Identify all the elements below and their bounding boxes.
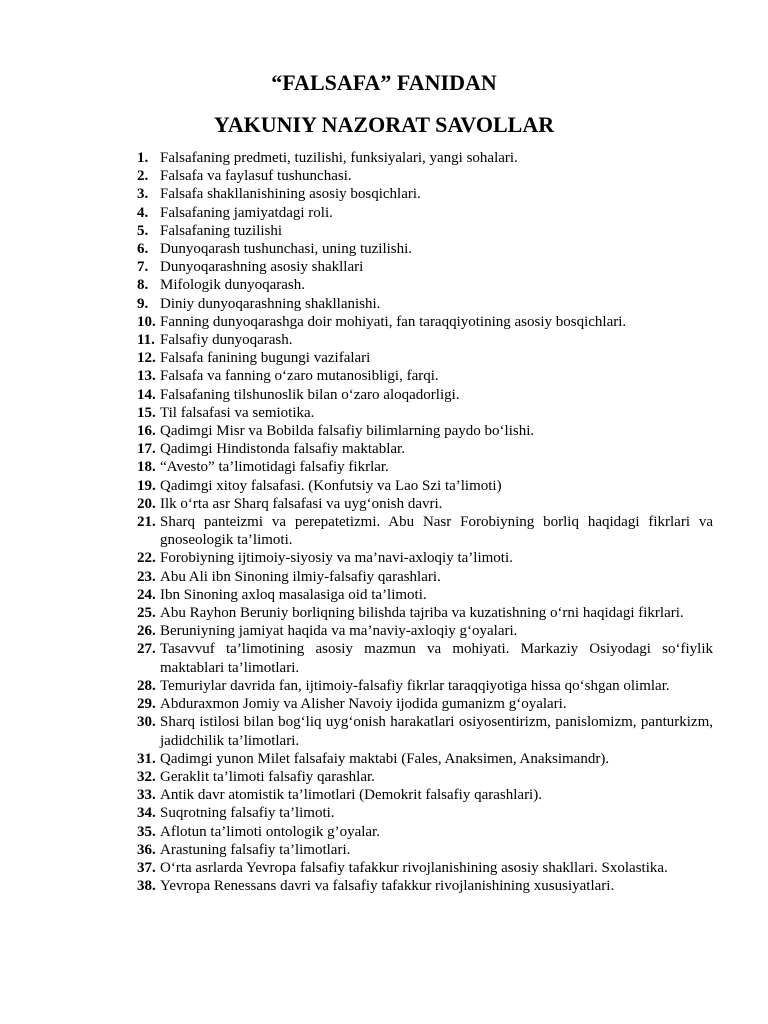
question-text: Aflotun ta’limoti ontologik g’oyalar.	[160, 823, 380, 840]
question-number: 25.	[137, 605, 156, 622]
question-number: 23.	[137, 568, 156, 585]
question-number: 6.	[137, 241, 149, 258]
question-number: 35.	[137, 823, 156, 840]
question-item	[137, 386, 713, 404]
question-item	[137, 185, 713, 203]
question-item	[137, 622, 713, 640]
question-number: 8.	[137, 277, 149, 294]
question-text: Abu Rayhon Beruniy borliqning bilishda tajriba va kuzatishning o‘rni haqidagi fikrlari.	[160, 605, 684, 622]
question-text: Mifologik dunyoqarash.	[160, 277, 305, 294]
question-text: Dunyoqarashning asosiy shakllari	[160, 259, 364, 276]
question-item	[137, 495, 713, 513]
question-text: Beruniyning jamiyat haqida va ma’naviy-axloqiy g‘oyalari.	[160, 623, 518, 640]
question-item	[137, 367, 713, 385]
document-title: “FALSAFA” FANIDAN	[271, 70, 497, 95]
question-number: 17.	[137, 441, 156, 458]
question-item	[137, 586, 713, 604]
question-text: Qadimgi yunon Milet falsafaiy maktabi (Fales, Anaksimen, Anaksimandr).	[160, 750, 610, 767]
question-number: 16.	[137, 423, 156, 440]
question-number: 26.	[137, 623, 156, 640]
question-text: Diniy dunyoqarashning shakllanishi.	[160, 295, 381, 312]
question-number: 9.	[137, 295, 149, 312]
question-text: Qadimgi xitoy falsafasi. (Konfutsiy va Lao Szi ta’limoti)	[160, 477, 502, 494]
question-item	[137, 568, 713, 586]
question-item	[137, 477, 713, 495]
question-text: “Avesto” ta’limotidagi falsafiy fikrlar.	[160, 459, 389, 476]
question-number: 7.	[137, 259, 149, 276]
question-item	[137, 823, 713, 841]
question-item	[137, 458, 713, 476]
question-item	[137, 240, 713, 258]
question-item	[137, 677, 713, 695]
question-number: 13.	[137, 368, 156, 385]
question-text: Abu Ali ibn Sinoning ilmiy-falsafiy qarashlari.	[160, 568, 441, 585]
question-item	[137, 695, 713, 713]
question-number: 3.	[137, 186, 149, 203]
question-item	[137, 804, 713, 822]
question-number: 29.	[137, 696, 156, 713]
question-text: Qadimgi Misr va Bobilda falsafiy bilimlarning paydo bo‘lishi.	[160, 423, 535, 440]
question-number: 38.	[137, 878, 156, 895]
question-number: 37.	[137, 859, 156, 876]
question-item	[137, 331, 713, 349]
question-number: 36.	[137, 841, 156, 858]
question-item	[137, 604, 713, 622]
question-item	[137, 276, 713, 294]
question-item	[137, 295, 713, 313]
question-number: 14.	[137, 386, 156, 403]
question-number: 12.	[137, 350, 156, 367]
question-text: Falsafaning predmeti, tuzilishi, funksiyalari, yangi sohalari.	[160, 150, 518, 166]
question-text: Suqrotning falsafiy ta’limoti.	[160, 805, 335, 822]
document-subtitle: YAKUNIY NAZORAT SAVOLLAR	[213, 112, 555, 137]
question-number: 1.	[137, 150, 149, 166]
question-number: 11.	[137, 332, 155, 349]
question-item	[137, 167, 713, 185]
question-number: 21.	[137, 514, 156, 531]
question-text: Arastuning falsafiy ta’limotlari.	[160, 841, 351, 858]
question-number: 32.	[137, 768, 156, 785]
question-text: Til falsafasi va semiotika.	[160, 404, 315, 421]
question-item	[137, 422, 713, 440]
question-number: 28.	[137, 677, 156, 694]
question-item	[137, 859, 713, 877]
question-item	[137, 841, 713, 859]
question-text: Sharq panteizmi va perepatetizmi. Abu Nasr Forobiyning borliq haqidagi fikrlari va gnoseologik ta’limoti.	[160, 514, 713, 549]
question-text: Falsafa va faylasuf tushunchasi.	[160, 168, 352, 185]
question-item	[137, 513, 713, 549]
question-item	[137, 549, 713, 567]
question-text: Falsafiy dunyoqarash.	[160, 332, 293, 349]
question-item	[137, 204, 713, 222]
question-number: 20.	[137, 495, 156, 512]
question-number: 2.	[137, 168, 149, 185]
question-item	[137, 404, 713, 422]
question-number: 22.	[137, 550, 156, 567]
question-text: Fanning dunyoqarashga doir mohiyati, fan taraqqiyotining asosiy bosqichlari.	[160, 313, 627, 330]
question-text: Qadimgi Hindistonda falsafiy maktablar.	[160, 441, 405, 458]
question-number: 30.	[137, 714, 156, 731]
questions-list	[137, 149, 713, 895]
question-item	[137, 313, 713, 331]
question-text: Falsafaning tilshunoslik bilan o‘zaro aloqadorligi.	[160, 386, 460, 403]
question-text: Dunyoqarash tushunchasi, uning tuzilishi.	[160, 241, 413, 258]
question-text: Forobiyning ijtimoiy-siyosiy va ma’navi-axloqiy ta’limoti.	[160, 550, 513, 567]
question-number: 24.	[137, 586, 156, 603]
question-text: Geraklit ta’limoti falsafiy qarashlar.	[160, 768, 375, 785]
question-number: 15.	[137, 404, 156, 421]
question-text: Falsafa va fanning o‘zaro mutanosibligi, farqi.	[160, 368, 439, 385]
question-text: Tasavvuf ta’limotining asosiy mazmun va mohiyati. Markaziy Osiyodagi so‘fiylik maktablari ta’limotlari.	[160, 641, 713, 676]
question-item	[137, 640, 713, 676]
question-text: Falsafa shakllanishining asosiy bosqichlari.	[160, 186, 421, 203]
question-text: Falsafaning jamiyatdagi roli.	[160, 204, 333, 221]
question-text: Antik davr atomistik ta’limotlari (Demokrit falsafiy qarashlari).	[160, 787, 542, 804]
question-text: Yevropa Renessans davri va falsafiy tafakkur rivojlanishining xususiyatlari.	[160, 878, 615, 895]
question-text: Ilk o‘rta asr Sharq falsafasi va uyg‘onish davri.	[160, 495, 443, 512]
question-number: 19.	[137, 477, 156, 494]
question-item	[137, 222, 713, 240]
question-number: 10.	[137, 313, 156, 330]
question-number: 27.	[137, 641, 156, 658]
question-text: Ibn Sinoning axloq masalasiga oid ta’limoti.	[160, 586, 427, 603]
question-item	[137, 440, 713, 458]
question-item	[137, 877, 713, 895]
question-text: Sharq istilosi bilan bog‘liq uyg‘onish harakatlari osiyosentirizm, panislomizm, panturkizm, jadidchilik ta’limotlari.	[160, 714, 713, 749]
question-item	[137, 349, 713, 367]
question-item	[137, 713, 713, 749]
question-number: 4.	[137, 204, 149, 221]
question-text: Falsafaning tuzilishi	[160, 222, 283, 239]
question-text: Temuriylar davrida fan, ijtimoiy-falsafiy fikrlar taraqqiyotiga hissa qo‘shgan olimlar.	[160, 677, 670, 694]
question-text: Falsafa fanining bugungi vazifalari	[160, 350, 371, 367]
question-number: 33.	[137, 787, 156, 804]
question-item	[137, 786, 713, 804]
question-number: 31.	[137, 750, 156, 767]
question-item	[137, 149, 713, 167]
question-text: Abduraxmon Jomiy va Alisher Navoiy ijodida gumanizm g‘oyalari.	[160, 696, 567, 713]
question-number: 34.	[137, 805, 156, 822]
question-number: 18.	[137, 459, 156, 476]
question-number: 5.	[137, 222, 149, 239]
question-text: O‘rta asrlarda Yevropa falsafiy tafakkur rivojlanishining asosiy shakllari. Sxolastika.	[160, 859, 668, 876]
question-item	[137, 768, 713, 786]
question-item	[137, 750, 713, 768]
question-item	[137, 258, 713, 276]
